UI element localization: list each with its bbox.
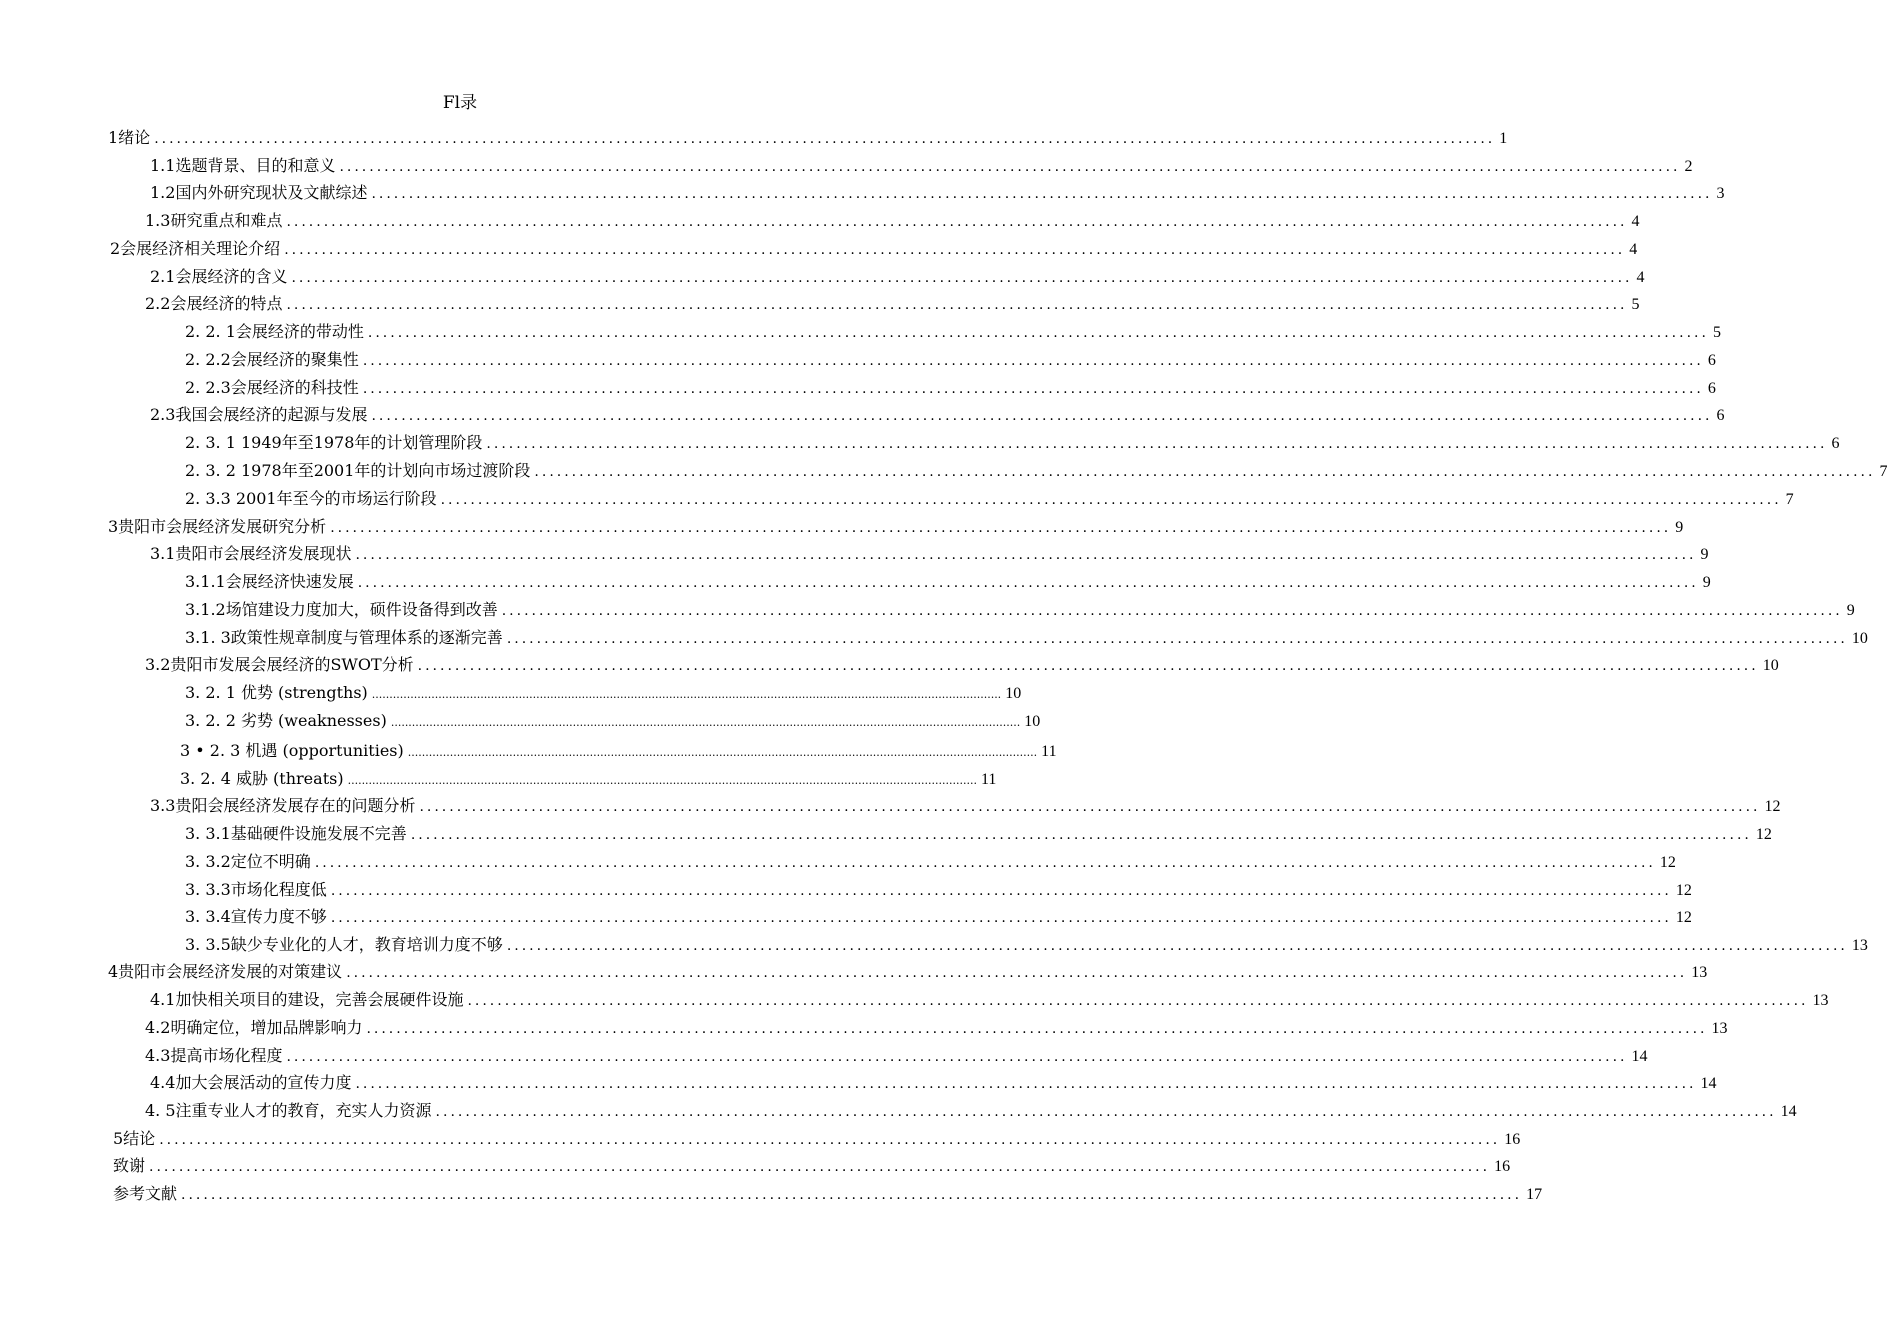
toc-entry-label: 3. 3.3市场化程度低: [185, 880, 327, 899]
toc-entry-label: 4.3提高市场化程度: [145, 1046, 283, 1065]
dot-leader: ....................................................................................................................................................................................: [355, 547, 1697, 563]
toc-entry[interactable]: [185, 429, 1840, 457]
dot-leader: ....................................................................................................................................................................................: [486, 436, 1828, 452]
toc-entry-label: 3. 3.1基础硬件设施发展不完善: [185, 824, 407, 843]
toc-entry-page: 13: [1851, 937, 1868, 954]
dot-leader: ....................................................................................................................................................................................: [330, 520, 1672, 536]
toc-entry-label: 2. 2.2会展经济的聚集性: [185, 350, 359, 369]
toc-entry[interactable]: [185, 568, 1711, 596]
dot-leader: ....................................................................................................................................................................................: [371, 408, 1713, 424]
toc-entry-page: 9: [1846, 602, 1855, 619]
toc-entry-label: 3. 3.5缺少专业化的人才，教育培训力度不够: [185, 935, 503, 954]
toc-entry-label: 4. 5注重专业人才的教育，充实人力资源: [145, 1101, 432, 1120]
toc-entry-page: 10: [1851, 630, 1868, 647]
dot-leader: ....................................................................................................................................................................................: [390, 716, 1021, 729]
toc-entry[interactable]: [113, 1180, 1543, 1208]
dot-leader: ....................................................................................................................................................................................: [419, 799, 1761, 815]
toc-entry[interactable]: [145, 1042, 1648, 1070]
toc-entry-label: 2.3我国会展经济的起源与发展: [150, 405, 368, 424]
toc-entry-page: 3: [1716, 185, 1725, 202]
toc-entry[interactable]: [113, 1152, 1511, 1180]
toc-entry-label: 5结论: [113, 1129, 156, 1148]
toc-entry-page: 2: [1684, 158, 1693, 175]
dot-leader: ....................................................................................................................................................................................: [417, 658, 1759, 674]
toc-entry[interactable]: [185, 624, 1868, 652]
toc-entry[interactable]: [145, 207, 1640, 235]
toc-entry-label: 3.1. 3政策性规章制度与管理体系的逐渐完善: [185, 628, 503, 647]
dot-leader: ....................................................................................................................................................................................: [501, 603, 1843, 619]
toc-entry-label: 4.2明确定位，增加品牌影响力: [145, 1018, 363, 1037]
dot-leader: ....................................................................................................................................................................................: [534, 464, 1876, 480]
toc-entry[interactable]: [185, 848, 1676, 876]
toc-entry-page: 12: [1755, 826, 1772, 843]
toc-entry-label: 1.1选题背景、目的和意义: [150, 156, 336, 175]
toc-entry-label: 3. 3.2定位不明确: [185, 852, 311, 871]
dot-leader: ....................................................................................................................................................................................: [149, 1159, 1491, 1175]
toc-entry-page: 10: [1024, 713, 1041, 730]
toc-entry[interactable]: [150, 792, 1781, 820]
dot-leader: ....................................................................................................................................................................................: [367, 325, 1709, 341]
dot-leader: ....................................................................................................................................................................................: [159, 1132, 1501, 1148]
toc-entry-label: 2. 3. 2 1978年至2001年的计划向市场过渡阶段: [185, 461, 531, 480]
toc-entry-page: 16: [1504, 1131, 1521, 1148]
toc-entry-page: 6: [1831, 435, 1840, 452]
dot-leader: ....................................................................................................................................................................................: [154, 131, 1496, 147]
toc-entry[interactable]: [185, 596, 1855, 624]
dot-leader: ....................................................................................................................................................................................: [362, 353, 1704, 369]
toc-entry-label: 2. 2. 1会展经济的带动性: [185, 322, 364, 341]
toc-entry[interactable]: [150, 1069, 1717, 1097]
dot-leader: ....................................................................................................................................................................................: [371, 688, 1002, 701]
dot-leader: ....................................................................................................................................................................................: [346, 965, 1688, 981]
toc-entry-label: 4贵阳市会展经济发展的对策建议: [108, 962, 343, 981]
toc-entry[interactable]: [185, 485, 1794, 513]
toc-entry-label: 4.1加快相关项目的建设，完善会展硬件设施: [150, 990, 464, 1009]
toc-entry[interactable]: [185, 374, 1716, 402]
toc-entry-page: 17: [1526, 1186, 1543, 1203]
dot-leader: ....................................................................................................................................................................................: [357, 575, 1699, 591]
toc-title: Fl录: [442, 93, 478, 113]
toc-entry[interactable]: [145, 1097, 1797, 1125]
dot-leader: ....................................................................................................................................................................................: [440, 492, 1782, 508]
toc-entry-page: 13: [1691, 964, 1708, 981]
toc-entry-label: 2. 3. 1 1949年至1978年的计划管理阶段: [185, 433, 483, 452]
dot-leader: ....................................................................................................................................................................................: [286, 214, 1628, 230]
toc-entry-page: 7: [1785, 491, 1794, 508]
toc-entry-label: 1绪论: [108, 128, 151, 147]
toc-entry[interactable]: [185, 903, 1692, 931]
toc-entry-page: 7: [1879, 463, 1887, 480]
toc-entry[interactable]: [108, 513, 1684, 541]
toc-entry-page: 14: [1780, 1103, 1797, 1120]
toc-entry-page: 6: [1707, 352, 1716, 369]
toc-entry[interactable]: [150, 540, 1709, 568]
dot-leader: ....................................................................................................................................................................................: [467, 993, 1809, 1009]
dot-leader: ....................................................................................................................................................................................: [286, 1049, 1628, 1065]
toc-entry[interactable]: [150, 986, 1829, 1014]
toc-entry-label: 3.1.1会展经济快速发展: [185, 572, 354, 591]
toc-entry-page: 14: [1700, 1075, 1717, 1092]
toc-entry-page: 10: [1005, 685, 1022, 702]
toc-entry-label: 3 • 2. 3 机遇 (opportunities): [180, 741, 404, 760]
toc-entry[interactable]: [113, 1125, 1521, 1153]
toc-entry-page: 13: [1711, 1020, 1728, 1037]
toc-entry[interactable]: [185, 931, 1868, 959]
toc-entry-page: 9: [1675, 519, 1684, 536]
toc-entry-page: 6: [1707, 380, 1716, 397]
dot-leader: ....................................................................................................................................................................................: [314, 855, 1656, 871]
toc-entry-page: 14: [1631, 1048, 1648, 1065]
toc-entry-label: 3贵阳市会展经济发展研究分析: [108, 517, 327, 536]
toc-entry[interactable]: [150, 401, 1725, 429]
toc-entry-label: 2.1会展经济的含义: [150, 267, 288, 286]
dot-leader: ....................................................................................................................................................................................: [330, 883, 1672, 899]
dot-leader: ....................................................................................................................................................................................: [291, 270, 1633, 286]
toc-entry[interactable]: [150, 179, 1725, 207]
toc-entry-page: 4: [1636, 269, 1645, 286]
toc-entry[interactable]: [145, 1014, 1728, 1042]
dot-leader: ....................................................................................................................................................................................: [410, 827, 1752, 843]
toc-entry-page: 4: [1631, 213, 1640, 230]
dot-leader: ....................................................................................................................................................................................: [366, 1021, 1708, 1037]
toc-entry-label: 2.2会展经济的特点: [145, 294, 283, 313]
dot-leader: ....................................................................................................................................................................................: [339, 159, 1681, 175]
toc-entry-label: 3. 2. 2 劣势 (weaknesses): [185, 711, 387, 730]
dot-leader: ....................................................................................................................................................................................: [435, 1104, 1777, 1120]
toc-entry-page: 5: [1631, 296, 1640, 313]
toc-entry-label: 3. 2. 1 优势 (strengths): [185, 683, 368, 702]
toc-entry-page: 4: [1629, 241, 1638, 258]
toc-entry[interactable]: [108, 124, 1508, 152]
toc-entry[interactable]: [185, 679, 1022, 707]
toc-entry[interactable]: [180, 737, 1057, 765]
toc-entry-label: 参考文献: [113, 1184, 178, 1203]
toc-entry-label: 3.1.2场馆建设力度加大，硕件设备得到改善: [185, 600, 498, 619]
toc-entry[interactable]: [145, 651, 1779, 679]
dot-leader: ....................................................................................................................................................................................: [355, 1076, 1697, 1092]
toc-entry-page: 11: [1041, 743, 1057, 760]
toc-entry[interactable]: [110, 235, 1638, 263]
toc-entry[interactable]: [180, 765, 997, 793]
toc-entry[interactable]: [185, 346, 1716, 374]
toc-entry-page: 12: [1659, 854, 1676, 871]
toc-entry-label: 2会展经济相关理论介绍: [110, 239, 281, 258]
toc-entry-page: 6: [1716, 407, 1725, 424]
toc-entry-label: 3.2贵阳市发展会展经济的SWOT分析: [145, 655, 414, 674]
dot-leader: ....................................................................................................................................................................................: [347, 774, 977, 787]
toc-entry-page: 1: [1499, 130, 1508, 147]
toc-entry-label: 3.3贵阳会展经济发展存在的问题分析: [150, 796, 416, 815]
toc-entry-label: 3. 3.4宣传力度不够: [185, 907, 327, 926]
toc-entry-label: 3. 2. 4 威胁 (threats): [180, 769, 344, 788]
toc-entry[interactable]: [108, 958, 1708, 986]
toc-entry-label: 4.4加大会展活动的宣传力度: [150, 1073, 352, 1092]
toc-entry-label: 1.2国内外研究现状及文献综述: [150, 183, 368, 202]
toc-entry[interactable]: [150, 263, 1645, 291]
dot-leader: ....................................................................................................................................................................................: [506, 938, 1848, 954]
toc-entry-page: 13: [1812, 992, 1829, 1009]
toc-entry-page: 12: [1675, 882, 1692, 899]
dot-leader: ....................................................................................................................................................................................: [330, 910, 1672, 926]
dot-leader: ....................................................................................................................................................................................: [506, 631, 1848, 647]
toc-entry-page: 16: [1494, 1158, 1511, 1175]
toc-entry-page: 5: [1712, 324, 1721, 341]
dot-leader: ....................................................................................................................................................................................: [286, 297, 1628, 313]
toc-entry-page: 9: [1702, 574, 1711, 591]
toc-entry-page: 11: [980, 771, 997, 788]
toc-entry[interactable]: [185, 876, 1692, 904]
toc-entry-label: 2. 2.3会展经济的科技性: [185, 378, 359, 397]
toc-entry-label: 3.1贵阳市会展经济发展现状: [150, 544, 352, 563]
toc-entry[interactable]: [185, 707, 1041, 735]
dot-leader: ....................................................................................................................................................................................: [371, 186, 1713, 202]
dot-leader: ....................................................................................................................................................................................: [407, 746, 1038, 759]
dot-leader: ....................................................................................................................................................................................: [284, 242, 1626, 258]
toc-entry[interactable]: [185, 457, 1887, 485]
toc-entry[interactable]: [145, 290, 1640, 318]
toc-entry-page: 9: [1700, 546, 1709, 563]
toc-entry[interactable]: [185, 318, 1721, 346]
toc-entry[interactable]: [150, 152, 1693, 180]
toc-entry-label: 致谢: [113, 1156, 146, 1175]
toc-entry-page: 12: [1764, 798, 1781, 815]
dot-leader: ....................................................................................................................................................................................: [362, 381, 1704, 397]
dot-leader: ....................................................................................................................................................................................: [181, 1187, 1523, 1203]
toc-entry-label: 1.3研究重点和难点: [145, 211, 283, 230]
toc-entry-page: 12: [1675, 909, 1692, 926]
toc-entry-page: 10: [1762, 657, 1779, 674]
toc-entry[interactable]: [185, 820, 1772, 848]
toc-entry-label: 2. 3.3 2001年至今的市场运行阶段: [185, 489, 437, 508]
